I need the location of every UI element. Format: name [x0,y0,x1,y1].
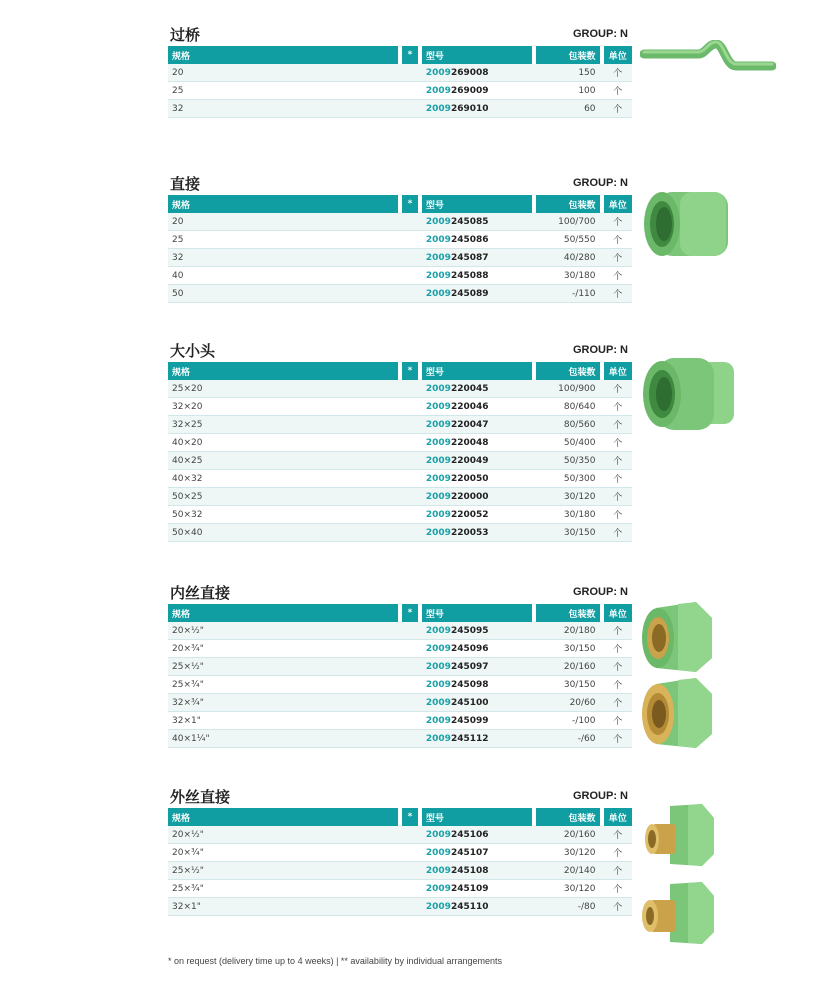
cell-pack: -/60 [536,730,604,748]
cell-code [422,506,536,524]
cell-unit: 个 [604,398,632,416]
code-suffix: 269008 [450,67,489,78]
table-header-row [168,46,632,64]
cell-code [422,470,536,488]
code-prefix: 2009 [425,715,451,726]
cell-spec: 25×¾" [168,880,402,898]
cell-star [402,844,422,862]
header-code: 型号 [422,46,536,64]
code-suffix: 245109 [450,883,489,894]
cell-pack: 150 [536,64,604,82]
header-pack: 包装数 [536,195,604,213]
code-prefix: 2009 [425,661,451,672]
header-star: * [402,362,422,380]
code-prefix: 2009 [425,847,451,858]
cell-star [402,640,422,658]
table-header-row [168,362,632,380]
cell-code [422,712,536,730]
table-row [168,524,632,542]
cell-pack: 80/640 [536,398,604,416]
cell-star [402,434,422,452]
table-row [168,249,632,267]
table-row [168,712,632,730]
cell-code [422,826,536,844]
cell-spec: 32×¾" [168,694,402,712]
section-title: 外丝直接 [170,788,231,806]
table-row [168,862,632,880]
code-prefix: 2009 [425,697,451,708]
code-suffix: 245086 [450,234,489,245]
table-row [168,416,632,434]
header-spec: 规格 [168,195,402,213]
cell-pack: 50/350 [536,452,604,470]
group-label: GROUP: N [573,790,628,802]
cell-spec: 40 [168,267,402,285]
code-prefix: 2009 [425,103,451,114]
table-row [168,880,632,898]
code-prefix: 2009 [425,883,451,894]
code-suffix: 220000 [450,491,489,502]
table-row [168,506,632,524]
cell-unit: 个 [604,452,632,470]
code-suffix: 220048 [450,437,489,448]
header-unit: 单位 [604,195,632,213]
cell-pack: 80/560 [536,416,604,434]
cell-spec: 32×1" [168,898,402,916]
header-star: * [402,808,422,826]
table-row [168,694,632,712]
cell-spec: 25×20 [168,380,402,398]
header-unit: 单位 [604,46,632,64]
section-title: 过桥 [170,26,201,44]
code-suffix: 245099 [450,715,489,726]
code-prefix: 2009 [425,401,451,412]
cell-unit: 个 [604,470,632,488]
footnote: * on request (delivery time up to 4 weeks) | ** availability by individual arrangements [168,956,503,966]
section-male-thread-coupling [168,786,632,916]
code-prefix: 2009 [425,216,451,227]
header-code: 型号 [422,808,536,826]
cell-spec: 32×25 [168,416,402,434]
cell-unit: 个 [604,82,632,100]
code-prefix: 2009 [425,733,451,744]
cell-spec: 32×1" [168,712,402,730]
table-row [168,658,632,676]
header-spec: 规格 [168,46,402,64]
cell-pack: 100 [536,82,604,100]
code-prefix: 2009 [425,288,451,299]
code-prefix: 2009 [425,679,451,690]
cell-spec: 25×½" [168,862,402,880]
cell-unit: 个 [604,416,632,434]
cell-pack: -/110 [536,285,604,303]
code-prefix: 2009 [425,437,451,448]
cell-star [402,712,422,730]
cell-unit: 个 [604,826,632,844]
cell-star [402,862,422,880]
cell-star [402,676,422,694]
table-row [168,730,632,748]
table-row [168,898,632,916]
code-suffix: 269010 [450,103,489,114]
table-row [168,398,632,416]
product-table [168,604,632,748]
table-row [168,640,632,658]
cell-code [422,898,536,916]
cell-pack: 50/400 [536,434,604,452]
code-prefix: 2009 [425,85,451,96]
cell-spec: 20 [168,213,402,231]
male-thread-coupling-image [640,802,720,952]
cell-code [422,862,536,880]
cell-star [402,880,422,898]
cell-unit: 个 [604,488,632,506]
cell-spec: 32×20 [168,398,402,416]
code-prefix: 2009 [425,643,451,654]
table-row [168,285,632,303]
cell-unit: 个 [604,231,632,249]
code-prefix: 2009 [425,252,451,263]
cell-star [402,506,422,524]
code-suffix: 245097 [450,661,489,672]
code-suffix: 245087 [450,252,489,263]
code-prefix: 2009 [425,455,451,466]
table-row [168,231,632,249]
cell-pack: 20/160 [536,826,604,844]
code-suffix: 220052 [450,509,489,520]
cell-star [402,398,422,416]
cell-code [422,416,536,434]
cell-pack: 30/120 [536,880,604,898]
header-pack: 包装数 [536,808,604,826]
cell-unit: 个 [604,434,632,452]
code-suffix: 245089 [450,288,489,299]
table-row [168,380,632,398]
cell-unit: 个 [604,285,632,303]
code-prefix: 2009 [425,865,451,876]
table-row [168,622,632,640]
code-suffix: 245096 [450,643,489,654]
header-pack: 包装数 [536,362,604,380]
code-prefix: 2009 [425,419,451,430]
table-row [168,826,632,844]
section-header [168,173,632,195]
cell-pack: 30/150 [536,640,604,658]
cell-code [422,213,536,231]
code-suffix: 245085 [450,216,489,227]
cell-pack: 30/150 [536,524,604,542]
cell-unit: 个 [604,730,632,748]
cell-spec: 20×½" [168,622,402,640]
cell-unit: 个 [604,524,632,542]
cell-spec: 50×40 [168,524,402,542]
cell-unit: 个 [604,640,632,658]
code-prefix: 2009 [425,270,451,281]
cell-code [422,844,536,862]
cell-star [402,249,422,267]
cell-unit: 个 [604,862,632,880]
group-label: GROUP: N [573,177,628,189]
table-header-row [168,604,632,622]
section-header [168,24,632,46]
cell-code [422,676,536,694]
cell-star [402,64,422,82]
cell-star [402,730,422,748]
code-prefix: 2009 [425,67,451,78]
cell-unit: 个 [604,676,632,694]
coupling-image [640,186,736,262]
cell-star [402,213,422,231]
cell-pack: 20/60 [536,694,604,712]
cell-unit: 个 [604,622,632,640]
group-label: GROUP: N [573,344,628,356]
cell-code [422,434,536,452]
cell-pack: 50/300 [536,470,604,488]
cell-code [422,100,536,118]
cell-code [422,267,536,285]
cell-spec: 25 [168,231,402,249]
code-suffix: 245110 [450,901,489,912]
cell-spec: 40×32 [168,470,402,488]
code-suffix: 245088 [450,270,489,281]
cell-spec: 25×¾" [168,676,402,694]
cell-pack: 20/140 [536,862,604,880]
cell-pack: 30/120 [536,488,604,506]
code-prefix: 2009 [425,527,451,538]
product-table [168,195,632,303]
header-unit: 单位 [604,808,632,826]
cell-pack: 30/120 [536,844,604,862]
cell-spec: 32 [168,100,402,118]
section-title: 大小头 [170,342,216,360]
cell-pack: -/100 [536,712,604,730]
cell-unit: 个 [604,880,632,898]
cell-unit: 个 [604,100,632,118]
code-suffix: 269009 [450,85,489,96]
header-spec: 规格 [168,362,402,380]
cell-unit: 个 [604,64,632,82]
header-pack: 包装数 [536,46,604,64]
section-reducer [168,340,632,542]
header-code: 型号 [422,604,536,622]
section-title: 直接 [170,175,201,193]
code-prefix: 2009 [425,509,451,520]
cell-star [402,488,422,506]
cell-code [422,398,536,416]
code-prefix: 2009 [425,473,451,484]
table-row [168,470,632,488]
cell-code [422,285,536,303]
cell-code [422,249,536,267]
cell-code [422,622,536,640]
table-row [168,452,632,470]
cell-spec: 40×1¼" [168,730,402,748]
cell-pack: 100/900 [536,380,604,398]
cell-code [422,82,536,100]
code-prefix: 2009 [425,491,451,502]
table-row [168,676,632,694]
cell-code [422,452,536,470]
cell-spec: 25×½" [168,658,402,676]
cell-star [402,622,422,640]
code-prefix: 2009 [425,383,451,394]
cell-code [422,488,536,506]
cell-code [422,694,536,712]
cell-star [402,231,422,249]
code-suffix: 220046 [450,401,489,412]
code-suffix: 245095 [450,625,489,636]
code-prefix: 2009 [425,625,451,636]
section-header [168,582,632,604]
cell-code [422,64,536,82]
product-table [168,808,632,916]
table-row [168,488,632,506]
cell-unit: 个 [604,267,632,285]
header-code: 型号 [422,362,536,380]
cell-pack: 40/280 [536,249,604,267]
cell-unit: 个 [604,213,632,231]
cell-pack: 50/550 [536,231,604,249]
cell-star [402,452,422,470]
cell-code [422,880,536,898]
cell-code [422,640,536,658]
cell-unit: 个 [604,658,632,676]
code-suffix: 245098 [450,679,489,690]
cell-pack: 20/160 [536,658,604,676]
cell-spec: 20 [168,64,402,82]
header-unit: 单位 [604,604,632,622]
table-row [168,267,632,285]
cell-star [402,658,422,676]
cell-unit: 个 [604,898,632,916]
code-suffix: 220047 [450,419,489,430]
cell-spec: 50×25 [168,488,402,506]
cell-pack: 30/180 [536,506,604,524]
cell-unit: 个 [604,249,632,267]
header-spec: 规格 [168,604,402,622]
product-table [168,46,632,118]
code-suffix: 220050 [450,473,489,484]
code-suffix: 220049 [450,455,489,466]
header-code: 型号 [422,195,536,213]
cell-pack: 100/700 [536,213,604,231]
reducer-image [640,356,740,434]
cell-spec: 20×¾" [168,640,402,658]
cell-pack: -/80 [536,898,604,916]
section-bridge [168,24,632,118]
group-label: GROUP: N [573,586,628,598]
cell-code [422,231,536,249]
cell-pack: 30/150 [536,676,604,694]
code-prefix: 2009 [425,901,451,912]
cell-pack: 60 [536,100,604,118]
female-thread-coupling-image [638,600,718,754]
header-star: * [402,604,422,622]
table-header-row [168,195,632,213]
cell-spec: 50 [168,285,402,303]
cell-star [402,285,422,303]
group-label: GROUP: N [573,28,628,40]
cell-unit: 个 [604,844,632,862]
table-header-row [168,808,632,826]
code-prefix: 2009 [425,829,451,840]
header-star: * [402,46,422,64]
cell-star [402,380,422,398]
cell-star [402,694,422,712]
cell-unit: 个 [604,380,632,398]
table-row [168,82,632,100]
header-pack: 包装数 [536,604,604,622]
cell-code [422,524,536,542]
code-suffix: 245107 [450,847,489,858]
cell-star [402,100,422,118]
cell-spec: 50×32 [168,506,402,524]
section-header [168,340,632,362]
code-prefix: 2009 [425,234,451,245]
header-unit: 单位 [604,362,632,380]
cell-code [422,380,536,398]
section-title: 内丝直接 [170,584,231,602]
cell-spec: 40×20 [168,434,402,452]
header-star: * [402,195,422,213]
section-straight-coupling [168,173,632,303]
product-table [168,362,632,542]
crossover-pipe-image [640,40,776,80]
table-row [168,64,632,82]
cell-star [402,524,422,542]
table-row [168,434,632,452]
cell-star [402,82,422,100]
code-suffix: 245108 [450,865,489,876]
cell-star [402,826,422,844]
cell-star [402,267,422,285]
cell-star [402,470,422,488]
section-female-thread-coupling [168,582,632,748]
cell-spec: 25 [168,82,402,100]
table-row [168,100,632,118]
header-spec: 规格 [168,808,402,826]
section-header [168,786,632,808]
table-row [168,213,632,231]
code-suffix: 220053 [450,527,489,538]
cell-spec: 20×½" [168,826,402,844]
code-suffix: 245106 [450,829,489,840]
cell-star [402,898,422,916]
cell-unit: 个 [604,712,632,730]
code-suffix: 220045 [450,383,489,394]
cell-code [422,730,536,748]
code-suffix: 245100 [450,697,489,708]
cell-code [422,658,536,676]
cell-spec: 32 [168,249,402,267]
cell-spec: 20×¾" [168,844,402,862]
table-row [168,844,632,862]
cell-spec: 40×25 [168,452,402,470]
cell-unit: 个 [604,694,632,712]
code-suffix: 245112 [450,733,489,744]
cell-pack: 20/180 [536,622,604,640]
cell-pack: 30/180 [536,267,604,285]
cell-unit: 个 [604,506,632,524]
cell-star [402,416,422,434]
